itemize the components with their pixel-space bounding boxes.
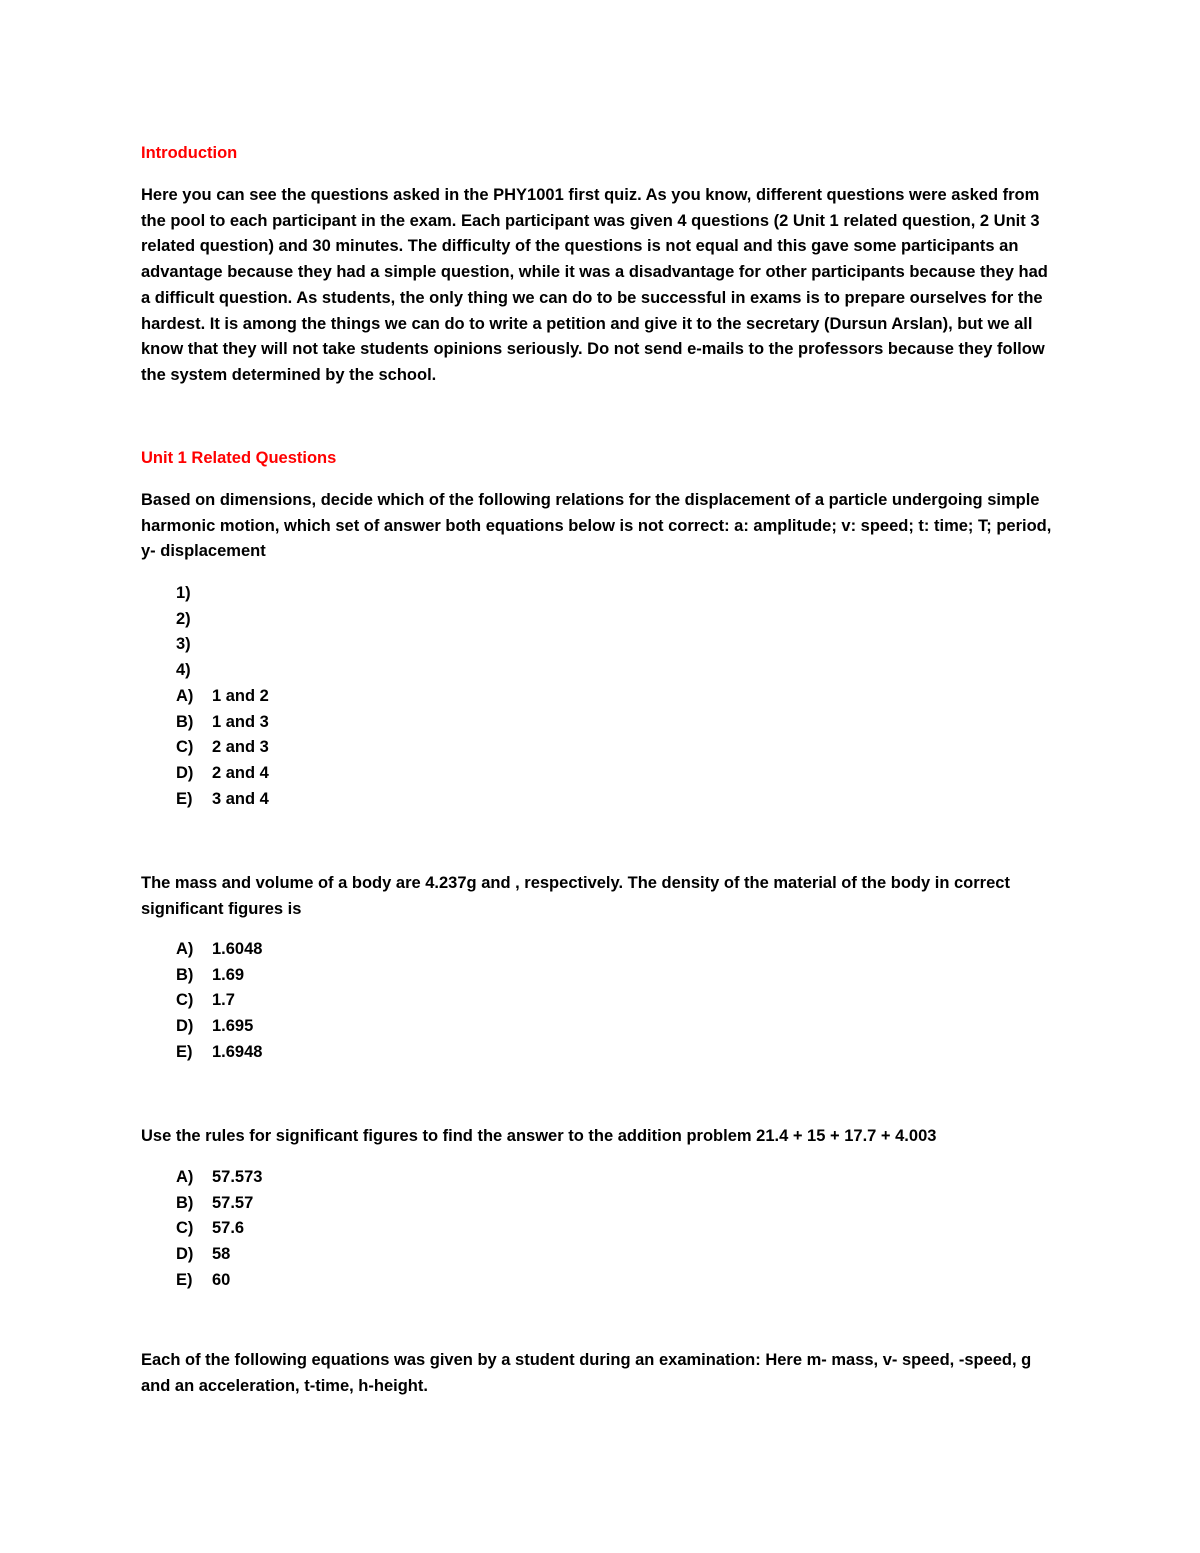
intro-heading: Introduction [141,144,238,162]
option-letter: C) [176,1219,194,1238]
option-text: 3 and 4 [212,789,269,808]
option-text: 1 and 3 [212,712,269,731]
option-text: 1 and 2 [212,686,269,705]
option-text: 2 and 3 [212,738,269,757]
option-item [176,735,269,761]
option-item [176,963,262,989]
option-letter: A) [176,940,194,958]
option-text: 1.69 [212,965,245,984]
option-text: 1.695 [212,1017,254,1036]
option-item [176,1191,262,1217]
option-letter: A) [176,1168,194,1186]
question-1-relations [176,581,269,812]
option-item [176,1268,262,1294]
option-text: 57.6 [212,1219,245,1238]
option-letter: C) [176,991,194,1010]
option-letter: D) [176,763,194,782]
unit1-heading: Unit 1 Related Questions [141,449,337,467]
relation-item: 3) [176,635,191,654]
option-item [176,1242,262,1268]
option-letter: E) [176,1042,193,1061]
option-letter: B) [176,965,194,984]
option-letter: D) [176,1017,194,1036]
option-item [176,988,262,1014]
option-letter: C) [176,738,194,757]
option-item [176,684,269,710]
question-2-text: The mass and volume of a body are 4.237g and , respectively. The density of the material of the body in correct significant figures is [141,874,1010,918]
option-text: 57.57 [212,1193,254,1212]
option-item [176,1165,262,1191]
option-text: 58 [212,1245,231,1264]
option-text: 1.6948 [212,1042,263,1061]
option-letter: A) [176,686,194,705]
option-text: 60 [212,1270,231,1289]
question-3-text: Use the rules for significant figures to find the answer to the addition problem 21.4 + 15 + 17.7 + 4.003 [141,1127,937,1145]
relation-item: 4) [176,661,191,680]
question-1-text: Based on dimensions, decide which of the following relations for the displacement of a particle undergoing simple harmonic motion, which set of answer both equations below is not correct: a: amplitude; v: speed; t: time; T; period, y- displacement [141,491,1052,561]
option-item [176,937,262,963]
option-text: 2 and 4 [212,763,269,782]
question-4-text: Each of the following equations was given by a student during an examination: Here m- mass, v- speed, -speed, g and an acceleration, t-time, h-height. [141,1351,1032,1395]
option-letter: E) [176,1270,193,1289]
option-item [176,787,269,813]
option-text: 1.7 [212,991,235,1010]
option-text: 1.6048 [212,940,263,958]
question-3-options [176,1165,262,1294]
option-letter: E) [176,789,193,808]
intro-paragraph: Here you can see the questions asked in the PHY1001 first quiz. As you know, different questions were asked from the pool to each participant in the exam. Each participant was given 4 questions (2 Unit 1 related question, 2 Unit 3 related question) and 30 minutes. The difficulty of the questions is not equal and this gave some participants an advantage because they had a simple question, while it was a disadvantage for other participants because they had a difficult question. As students, the only thing we can do to be successful in exams is to prepare ourselves for the hardest. It is among the things we can do to write a petition and give it to the secretary (Dursun Arslan), but we all know that they will not take students opinions seriously. Do not send e-mails to the professors because they follow the system determined by the school. [141,186,1048,384]
option-text: 57.573 [212,1168,263,1186]
option-item [176,1014,262,1040]
option-item [176,761,269,787]
relation-item: 1) [176,584,191,602]
option-letter: B) [176,712,194,731]
option-item [176,1040,262,1066]
option-item [176,1216,262,1242]
option-letter: D) [176,1245,194,1264]
relation-item: 2) [176,609,191,628]
option-letter: B) [176,1193,194,1212]
question-2-options [176,937,262,1066]
option-item [176,710,269,736]
